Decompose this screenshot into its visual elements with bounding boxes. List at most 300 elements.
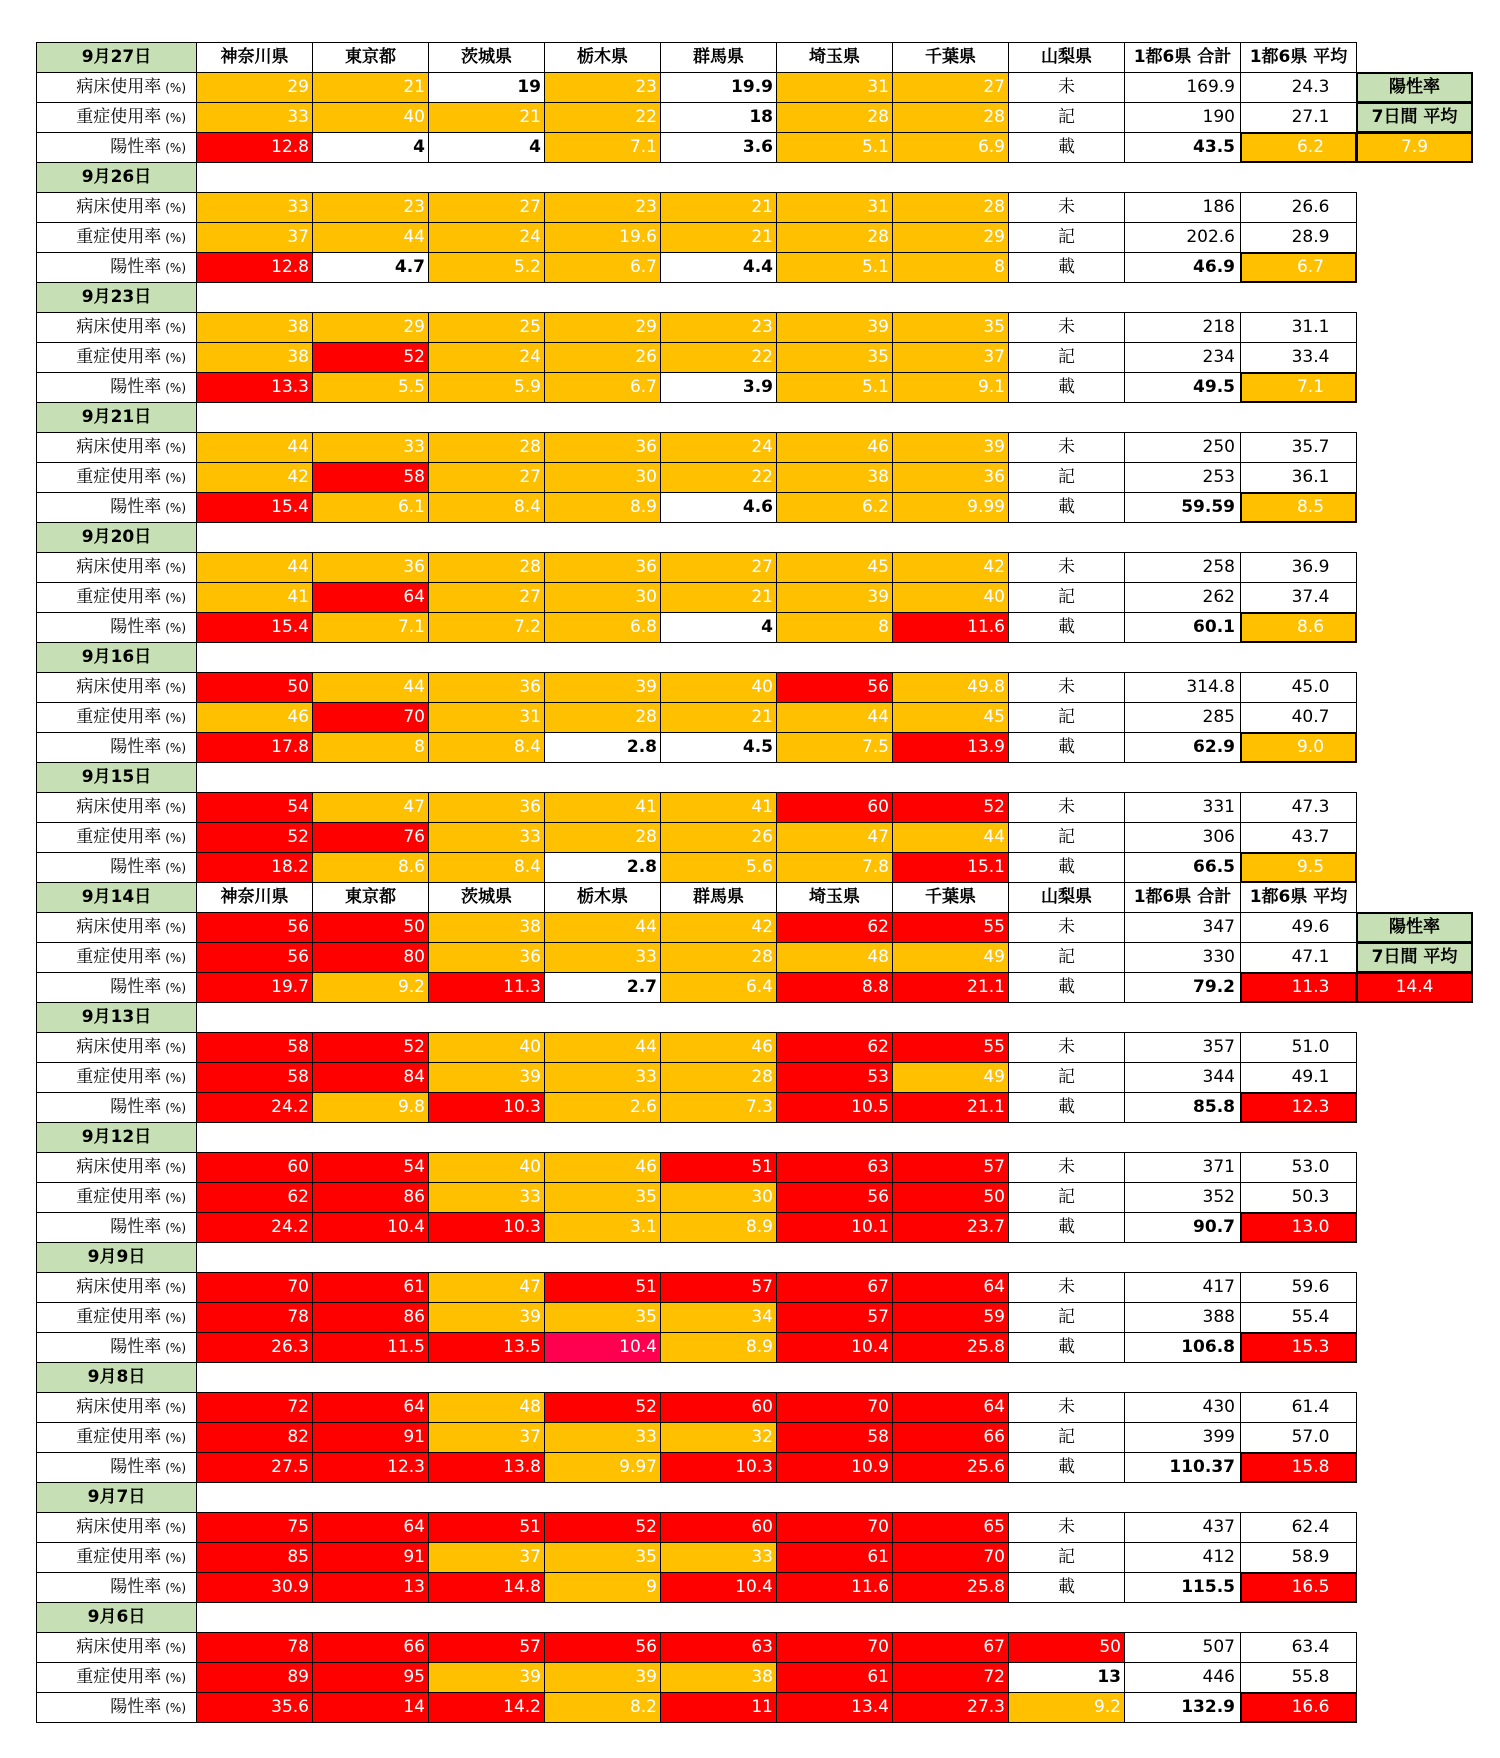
row-label-unit: (%) [165, 1220, 186, 1235]
value-cell: 21 [660, 222, 777, 253]
total-cell: 417 [1124, 1272, 1241, 1303]
value-cell: 52 [544, 1392, 661, 1423]
row-label [36, 912, 197, 943]
average-cell: 55.4 [1240, 1302, 1357, 1333]
row-label-text: 病床使用率 [76, 1637, 162, 1657]
value-cell: 33 [312, 432, 429, 463]
value-cell: 64 [312, 1392, 429, 1423]
row-label-unit: (%) [165, 440, 186, 455]
value-cell: 12.8 [196, 132, 313, 163]
row-label-text: 重症使用率 [76, 107, 162, 127]
row-label-unit: (%) [165, 680, 186, 695]
row-label [36, 582, 197, 613]
value-cell: 51 [428, 1512, 545, 1543]
row-label-unit: (%) [165, 1580, 186, 1595]
row-label-text: 重症使用率 [76, 1667, 162, 1687]
total-cell: 169.9 [1124, 72, 1241, 103]
average-cell: 7.1 [1240, 372, 1357, 403]
value-cell: 36 [428, 792, 545, 823]
total-cell: 46.9 [1124, 252, 1241, 283]
row-label-text: 重症使用率 [76, 707, 162, 727]
row-label [36, 72, 197, 103]
value-cell: 8.8 [776, 972, 893, 1003]
value-cell: 5.2 [428, 252, 545, 283]
total-cell: 437 [1124, 1512, 1241, 1543]
average-cell: 59.6 [1240, 1272, 1357, 1303]
row-label-text: 重症使用率 [76, 1547, 162, 1567]
column-header: 神奈川県 [196, 42, 313, 73]
value-cell: 4.4 [660, 252, 777, 283]
value-cell: 27 [892, 72, 1009, 103]
value-cell: 8.4 [428, 732, 545, 763]
value-cell: 28 [776, 102, 893, 133]
row-label-unit: (%) [165, 1040, 186, 1055]
value-cell: 25.8 [892, 1332, 1009, 1363]
row-label-text: 陽性率 [110, 857, 162, 877]
column-header: 栃木県 [544, 42, 661, 73]
value-cell: 23 [544, 72, 661, 103]
total-cell: 347 [1124, 912, 1241, 943]
value-cell: 10.5 [776, 1092, 893, 1123]
value-cell: 66 [892, 1422, 1009, 1453]
value-cell: 19 [428, 72, 545, 103]
value-cell: 36 [428, 942, 545, 973]
row-label-unit: (%) [165, 920, 186, 935]
row-label-text: 重症使用率 [76, 827, 162, 847]
average-cell: 37.4 [1240, 582, 1357, 613]
value-cell: 15.1 [892, 852, 1009, 883]
row-label-unit: (%) [165, 590, 186, 605]
date-header: 9月6日 [36, 1602, 197, 1633]
value-cell: 8.9 [660, 1212, 777, 1243]
value-cell: 78 [196, 1302, 313, 1333]
row-label [36, 1152, 197, 1183]
row-label [36, 222, 197, 253]
row-label-text: 病床使用率 [76, 1397, 162, 1417]
value-cell: 22 [544, 102, 661, 133]
total-cell: 352 [1124, 1182, 1241, 1213]
row-label-unit: (%) [165, 1160, 186, 1175]
value-cell: 44 [544, 912, 661, 943]
value-cell: 6.7 [544, 372, 661, 403]
total-cell: 262 [1124, 582, 1241, 613]
row-label-unit: (%) [165, 1310, 186, 1325]
total-cell: 115.5 [1124, 1572, 1241, 1603]
value-cell: 28 [892, 192, 1009, 223]
yamanashi-note-cell: 記 [1008, 102, 1125, 133]
total-cell: 314.8 [1124, 672, 1241, 703]
yamanashi-note-cell: 載 [1008, 372, 1125, 403]
value-cell: 12.3 [312, 1452, 429, 1483]
yamanashi-note-cell: 載 [1008, 1572, 1125, 1603]
value-cell: 41 [196, 582, 313, 613]
yamanashi-note-cell: 未 [1008, 312, 1125, 343]
row-label-unit: (%) [165, 1670, 186, 1685]
value-cell: 58 [196, 1032, 313, 1063]
value-cell: 11.6 [892, 612, 1009, 643]
row-label [36, 1062, 197, 1093]
total-cell: 412 [1124, 1542, 1241, 1573]
column-header: 山梨県 [1008, 882, 1125, 913]
row-label [36, 672, 197, 703]
value-cell: 40 [660, 672, 777, 703]
column-header: 東京都 [312, 42, 429, 73]
row-label-text: 重症使用率 [76, 227, 162, 247]
value-cell: 46 [544, 1152, 661, 1183]
value-cell: 11.3 [428, 972, 545, 1003]
value-cell: 27 [428, 462, 545, 493]
value-cell: 8.9 [660, 1332, 777, 1363]
value-cell: 63 [776, 1152, 893, 1183]
weekly-label: 7日間 平均 [1356, 102, 1473, 133]
row-label [36, 1332, 197, 1363]
row-label [36, 822, 197, 853]
value-cell: 14.8 [428, 1572, 545, 1603]
row-label [36, 342, 197, 373]
value-cell: 10.4 [776, 1332, 893, 1363]
row-label-text: 病床使用率 [76, 197, 162, 217]
row-label-unit: (%) [165, 1340, 186, 1355]
value-cell: 52 [544, 1512, 661, 1543]
value-cell: 10.3 [428, 1212, 545, 1243]
value-cell: 38 [660, 1662, 777, 1693]
value-cell: 62 [776, 912, 893, 943]
row-label [36, 102, 197, 133]
average-cell: 24.3 [1240, 72, 1357, 103]
row-label [36, 312, 197, 343]
average-cell: 45.0 [1240, 672, 1357, 703]
value-cell: 51 [660, 1152, 777, 1183]
yamanashi-note-cell: 未 [1008, 1152, 1125, 1183]
value-cell: 33 [428, 822, 545, 853]
value-cell: 6.4 [660, 972, 777, 1003]
value-cell: 61 [312, 1272, 429, 1303]
total-cell: 330 [1124, 942, 1241, 973]
total-cell: 60.1 [1124, 612, 1241, 643]
column-header: 1都6県 合計 [1124, 882, 1241, 913]
value-cell: 5.1 [776, 132, 893, 163]
yamanashi-value-cell: 50 [1008, 1632, 1125, 1663]
value-cell: 91 [312, 1542, 429, 1573]
value-cell: 31 [776, 72, 893, 103]
row-label-unit: (%) [165, 1550, 186, 1565]
value-cell: 35 [544, 1542, 661, 1573]
value-cell: 58 [196, 1062, 313, 1093]
total-cell: 62.9 [1124, 732, 1241, 763]
value-cell: 10.4 [660, 1572, 777, 1603]
row-label-unit: (%) [165, 110, 186, 125]
value-cell: 63 [660, 1632, 777, 1663]
value-cell: 56 [776, 672, 893, 703]
date-header: 9月13日 [36, 1002, 197, 1033]
value-cell: 44 [544, 1032, 661, 1063]
value-cell: 24 [428, 222, 545, 253]
value-cell: 36 [892, 462, 1009, 493]
row-label-text: 陽性率 [110, 737, 162, 757]
value-cell: 23 [544, 192, 661, 223]
value-cell: 49 [892, 1062, 1009, 1093]
value-cell: 33 [196, 192, 313, 223]
value-cell: 6.9 [892, 132, 1009, 163]
value-cell: 44 [196, 432, 313, 463]
yamanashi-note-cell: 未 [1008, 192, 1125, 223]
value-cell: 26 [544, 342, 661, 373]
value-cell: 28 [776, 222, 893, 253]
value-cell: 54 [196, 792, 313, 823]
total-cell: 190 [1124, 102, 1241, 133]
value-cell: 50 [892, 1182, 1009, 1213]
total-cell: 357 [1124, 1032, 1241, 1063]
row-label-text: 陽性率 [110, 377, 162, 397]
value-cell: 5.5 [312, 372, 429, 403]
value-cell: 30 [544, 462, 661, 493]
row-label-text: 陽性率 [110, 1337, 162, 1357]
row-label-text: 陽性率 [110, 1457, 162, 1477]
row-label-text: 重症使用率 [76, 1427, 162, 1447]
value-cell: 33 [660, 1542, 777, 1573]
value-cell: 28 [544, 702, 661, 733]
value-cell: 28 [892, 102, 1009, 133]
value-cell: 47 [428, 1272, 545, 1303]
row-label-text: 重症使用率 [76, 1187, 162, 1207]
value-cell: 27.3 [892, 1692, 1009, 1723]
total-cell: 106.8 [1124, 1332, 1241, 1363]
value-cell: 44 [776, 702, 893, 733]
row-label [36, 552, 197, 583]
value-cell: 11.6 [776, 1572, 893, 1603]
yamanashi-value-cell: 13 [1008, 1662, 1125, 1693]
value-cell: 46 [196, 702, 313, 733]
total-cell: 258 [1124, 552, 1241, 583]
average-cell: 6.2 [1240, 132, 1357, 163]
yamanashi-note-cell: 未 [1008, 672, 1125, 703]
value-cell: 60 [776, 792, 893, 823]
average-cell: 12.3 [1240, 1092, 1357, 1123]
row-label [36, 432, 197, 463]
value-cell: 39 [776, 582, 893, 613]
value-cell: 28 [660, 942, 777, 973]
average-cell: 31.1 [1240, 312, 1357, 343]
row-label [36, 492, 197, 523]
value-cell: 9.99 [892, 492, 1009, 523]
row-label [36, 1632, 197, 1663]
value-cell: 33 [196, 102, 313, 133]
value-cell: 70 [776, 1512, 893, 1543]
column-header: 神奈川県 [196, 882, 313, 913]
column-header: 埼玉県 [776, 42, 893, 73]
value-cell: 47 [312, 792, 429, 823]
average-cell: 8.5 [1240, 492, 1357, 523]
column-header: 千葉県 [892, 882, 1009, 913]
value-cell: 62 [776, 1032, 893, 1063]
total-cell: 344 [1124, 1062, 1241, 1093]
value-cell: 56 [196, 942, 313, 973]
value-cell: 13.4 [776, 1692, 893, 1723]
value-cell: 4 [660, 612, 777, 643]
value-cell: 25.6 [892, 1452, 1009, 1483]
average-cell: 63.4 [1240, 1632, 1357, 1663]
value-cell: 37 [428, 1422, 545, 1453]
value-cell: 44 [196, 552, 313, 583]
column-header: 茨城県 [428, 42, 545, 73]
row-label-unit: (%) [165, 800, 186, 815]
value-cell: 37 [892, 342, 1009, 373]
total-cell: 331 [1124, 792, 1241, 823]
date-header: 9月21日 [36, 402, 197, 433]
total-cell: 49.5 [1124, 372, 1241, 403]
value-cell: 2.8 [544, 732, 661, 763]
value-cell: 76 [312, 822, 429, 853]
average-cell: 9.5 [1240, 852, 1357, 883]
row-label-unit: (%) [165, 1460, 186, 1475]
average-cell: 49.6 [1240, 912, 1357, 943]
average-cell: 16.6 [1240, 1692, 1357, 1723]
value-cell: 11 [660, 1692, 777, 1723]
value-cell: 3.6 [660, 132, 777, 163]
value-cell: 30.9 [196, 1572, 313, 1603]
value-cell: 40 [428, 1152, 545, 1183]
date-header: 9月20日 [36, 522, 197, 553]
row-label-unit: (%) [165, 380, 186, 395]
row-label-text: 病床使用率 [76, 437, 162, 457]
value-cell: 50 [196, 672, 313, 703]
value-cell: 61 [776, 1542, 893, 1573]
value-cell: 11.5 [312, 1332, 429, 1363]
value-cell: 25.8 [892, 1572, 1009, 1603]
total-cell: 59.59 [1124, 492, 1241, 523]
value-cell: 42 [892, 552, 1009, 583]
row-label-unit: (%) [165, 500, 186, 515]
value-cell: 41 [660, 792, 777, 823]
value-cell: 62 [196, 1182, 313, 1213]
value-cell: 35 [544, 1302, 661, 1333]
value-cell: 6.7 [544, 252, 661, 283]
value-cell: 36 [544, 552, 661, 583]
row-label-text: 陽性率 [110, 1577, 162, 1597]
row-label-unit: (%) [165, 1190, 186, 1205]
value-cell: 38 [196, 342, 313, 373]
column-header: 群馬県 [660, 42, 777, 73]
value-cell: 41 [544, 792, 661, 823]
row-label-unit: (%) [165, 560, 186, 575]
value-cell: 64 [892, 1272, 1009, 1303]
average-cell: 47.3 [1240, 792, 1357, 823]
value-cell: 33 [544, 1422, 661, 1453]
value-cell: 28 [660, 1062, 777, 1093]
row-label-unit: (%) [165, 860, 186, 875]
yamanashi-note-cell: 記 [1008, 1302, 1125, 1333]
row-label-unit: (%) [165, 1070, 186, 1085]
value-cell: 14.2 [428, 1692, 545, 1723]
column-header: 千葉県 [892, 42, 1009, 73]
value-cell: 13.3 [196, 372, 313, 403]
row-label-text: 陽性率 [110, 1217, 162, 1237]
value-cell: 24.2 [196, 1212, 313, 1243]
value-cell: 57 [892, 1152, 1009, 1183]
value-cell: 26.3 [196, 1332, 313, 1363]
value-cell: 54 [312, 1152, 429, 1183]
value-cell: 34 [660, 1302, 777, 1333]
date-header: 9月14日 [36, 882, 197, 913]
value-cell: 42 [660, 912, 777, 943]
yamanashi-note-cell: 記 [1008, 1542, 1125, 1573]
value-cell: 50 [312, 912, 429, 943]
average-cell: 62.4 [1240, 1512, 1357, 1543]
value-cell: 7.1 [544, 132, 661, 163]
value-cell: 7.1 [312, 612, 429, 643]
value-cell: 6.8 [544, 612, 661, 643]
column-header: 1都6県 平均 [1240, 882, 1357, 913]
average-cell: 26.6 [1240, 192, 1357, 223]
value-cell: 29 [312, 312, 429, 343]
average-cell: 47.1 [1240, 942, 1357, 973]
date-header: 9月23日 [36, 282, 197, 313]
average-cell: 61.4 [1240, 1392, 1357, 1423]
row-label-text: 病床使用率 [76, 317, 162, 337]
row-label-unit: (%) [165, 1400, 186, 1415]
value-cell: 21.1 [892, 972, 1009, 1003]
yamanashi-note-cell: 載 [1008, 732, 1125, 763]
value-cell: 40 [892, 582, 1009, 613]
total-cell: 306 [1124, 822, 1241, 853]
value-cell: 23 [312, 192, 429, 223]
date-header: 9月7日 [36, 1482, 197, 1513]
value-cell: 18.2 [196, 852, 313, 883]
value-cell: 51 [544, 1272, 661, 1303]
value-cell: 7.8 [776, 852, 893, 883]
value-cell: 22 [660, 342, 777, 373]
value-cell: 75 [196, 1512, 313, 1543]
value-cell: 70 [892, 1542, 1009, 1573]
row-label-unit: (%) [165, 830, 186, 845]
value-cell: 5.1 [776, 372, 893, 403]
value-cell: 36 [312, 552, 429, 583]
value-cell: 40 [312, 102, 429, 133]
value-cell: 45 [892, 702, 1009, 733]
total-cell: 253 [1124, 462, 1241, 493]
value-cell: 59 [892, 1302, 1009, 1333]
row-label-unit: (%) [165, 1520, 186, 1535]
row-label-text: 病床使用率 [76, 1037, 162, 1057]
average-cell: 27.1 [1240, 102, 1357, 133]
row-label-text: 病床使用率 [76, 1157, 162, 1177]
row-label-unit: (%) [165, 710, 186, 725]
value-cell: 27.5 [196, 1452, 313, 1483]
value-cell: 44 [312, 222, 429, 253]
row-label-text: 病床使用率 [76, 1277, 162, 1297]
value-cell: 52 [892, 792, 1009, 823]
total-cell: 285 [1124, 702, 1241, 733]
value-cell: 36 [544, 432, 661, 463]
total-cell: 507 [1124, 1632, 1241, 1663]
value-cell: 46 [660, 1032, 777, 1063]
row-label-text: 陽性率 [110, 977, 162, 997]
value-cell: 28 [428, 432, 545, 463]
value-cell: 12.8 [196, 252, 313, 283]
row-label-unit: (%) [165, 740, 186, 755]
row-label [36, 372, 197, 403]
row-label-unit: (%) [165, 620, 186, 635]
row-label-unit: (%) [165, 260, 186, 275]
value-cell: 52 [312, 342, 429, 373]
total-cell: 43.5 [1124, 132, 1241, 163]
value-cell: 29 [892, 222, 1009, 253]
average-cell: 11.3 [1240, 972, 1357, 1003]
value-cell: 70 [196, 1272, 313, 1303]
row-label-text: 陽性率 [110, 137, 162, 157]
yamanashi-note-cell: 載 [1008, 1092, 1125, 1123]
row-label-unit: (%) [165, 320, 186, 335]
